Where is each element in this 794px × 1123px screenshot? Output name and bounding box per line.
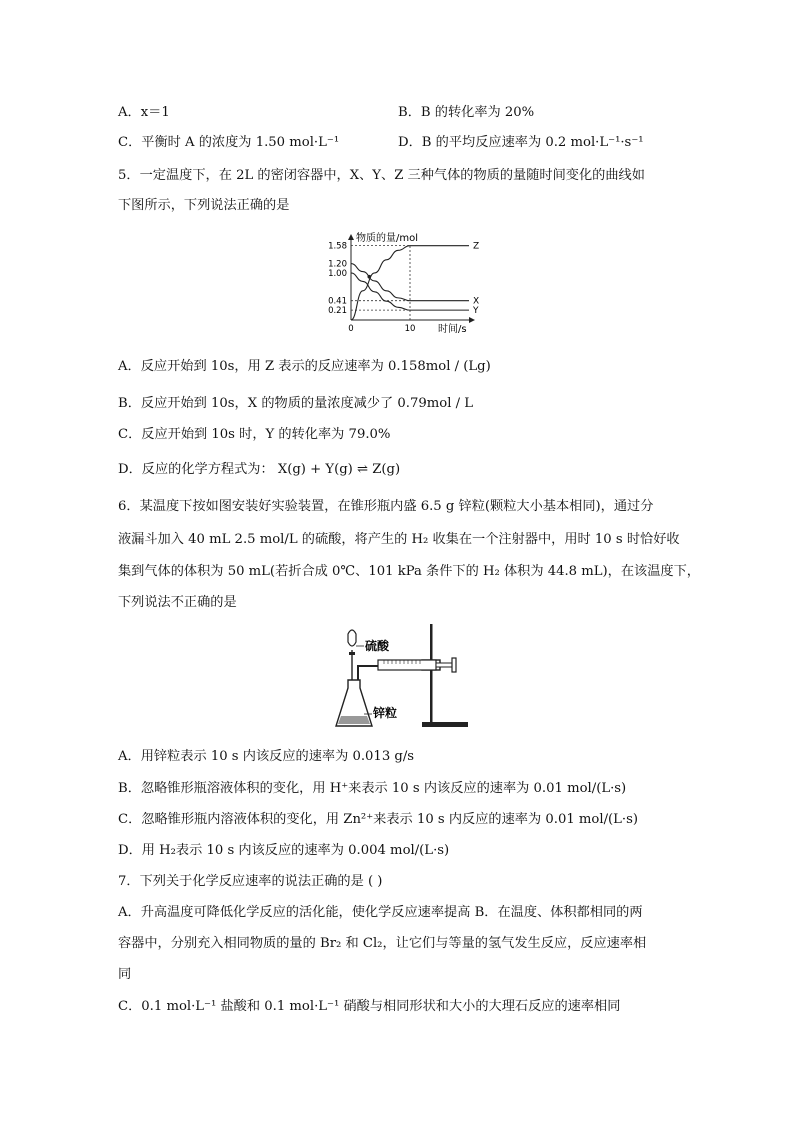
q6-stem-line1: 6．某温度下按如图安装好实验装置，在锥形瓶内盛 6.5 g 锌粒(颗粒大小基本相同)，通过分 bbox=[118, 499, 654, 514]
q5-option-b: B．反应开始到 10s，X 的物质的量浓度减少了 0.79mol / L bbox=[118, 396, 473, 411]
q4-option-a: A．x＝1 bbox=[118, 105, 170, 120]
chart-y-tick-label: 1.58 bbox=[328, 241, 347, 252]
chart-y-tick-label: 0.41 bbox=[328, 296, 347, 307]
q6-option-c: C．忽略锥形瓶内溶液体积的变化，用 Zn²⁺来表示 10 s 内反应的速率为 0.01 mol/(L·s) bbox=[118, 812, 639, 827]
q6-stem-line4: 下列说法不正确的是 bbox=[118, 595, 237, 610]
chart-y-tick-label: 1.20 bbox=[328, 259, 347, 270]
separatory-funnel bbox=[348, 630, 356, 646]
chart-series-labels bbox=[472, 242, 479, 316]
series-label-X: X bbox=[473, 296, 480, 307]
series-label-Y: Y bbox=[473, 306, 479, 317]
q7-option-a-line1: A．升高温度可降低化学反应的活化能，使化学反应速率提高 B．在温度、体积都相同的两 bbox=[118, 905, 643, 920]
stand-base bbox=[422, 722, 468, 727]
q6-stem-line2: 液漏斗加入 40 mL 2.5 mol/L 的硫酸，将产生的 H₂ 收集在一个注射器中，用时 10 s 时恰好收 bbox=[118, 532, 680, 547]
chart-y-arrow bbox=[348, 234, 354, 240]
series-label-Z: Z bbox=[473, 241, 480, 252]
q4-option-d: D．B 的平均反应速率为 0.2 mol·L⁻¹·s⁻¹ bbox=[398, 135, 644, 150]
chart-xlabel: 时间/s bbox=[438, 324, 467, 335]
q4-option-b: B．B 的转化率为 20% bbox=[398, 105, 535, 120]
q5-stem-line1: 5．一定温度下，在 2L 的密闭容器中，X、Y、Z 三种气体的物质的量随时间变化的曲线如 bbox=[118, 168, 645, 183]
q5-option-c: C．反应开始到 10s 时，Y 的转化率为 79.0% bbox=[118, 427, 391, 442]
syringe-handle bbox=[452, 658, 456, 672]
q4-option-c: C．平衡时 A 的浓度为 1.50 mol·L⁻¹ bbox=[118, 135, 340, 150]
chart-xticks bbox=[348, 324, 415, 334]
chart-x-arrow bbox=[469, 317, 475, 323]
chart-guides bbox=[351, 246, 410, 320]
chart-y-tick-label: 0.21 bbox=[328, 306, 347, 317]
q7-stem: 7．下列关于化学反应速率的说法正确的是 ( ) bbox=[118, 874, 383, 889]
q5-chart bbox=[318, 228, 490, 336]
q6-option-a: A．用锌粒表示 10 s 内该反应的速率为 0.013 g/s bbox=[118, 749, 415, 764]
chart-yticks bbox=[328, 242, 347, 316]
q5-option-d: D．反应的化学方程式为： X(g) + Y(g) ⇌ Z(g) bbox=[118, 462, 401, 477]
chart-x-tick-label: 0 bbox=[348, 324, 354, 334]
q7-option-a-line3: 同 bbox=[118, 967, 132, 982]
q6-apparatus-figure bbox=[330, 622, 470, 732]
stand-rod bbox=[430, 624, 433, 723]
q7-option-a-line2: 容器中，分别充入相同物质的量的 Br₂ 和 Cl₂，让它们与等量的氢气发生反应，反应速率相 bbox=[118, 936, 647, 951]
q6-option-b: B．忽略锥形瓶溶液体积的变化，用 H⁺来表示 10 s 内该反应的速率为 0.01 mol/(L·s) bbox=[118, 781, 627, 796]
chart-x-tick-label: 10 bbox=[404, 324, 416, 334]
label-zinc-granules: 锌粒 bbox=[373, 706, 398, 720]
q7-option-c: C．0.1 mol·L⁻¹ 盐酸和 0.1 mol·L⁻¹ 硝酸与相同形状和大小的大理石反应的速率相同 bbox=[118, 999, 621, 1014]
q6-stem-line3: 集到气体的体积为 50 mL(若折合成 0℃、101 kPa 条件下的 H₂ 体积为 44.8 mL)，在该温度下， bbox=[118, 564, 700, 579]
delivery-tube bbox=[358, 666, 378, 682]
chart-ylabel: 物质的量/mol bbox=[356, 233, 419, 244]
zinc-granules bbox=[338, 716, 370, 724]
q5-option-a: A．反应开始到 10s，用 Z 表示的反应速率为 0.158mol / (Lg) bbox=[118, 359, 491, 374]
intersection-point bbox=[367, 275, 371, 279]
chart-y-tick-label: 1.00 bbox=[328, 268, 347, 279]
q6-option-d: D．用 H₂表示 10 s 内该反应的速率为 0.004 mol/(L·s) bbox=[118, 843, 450, 858]
q5-stem-line2: 下图所示，下列说法正确的是 bbox=[118, 198, 290, 213]
syringe-plunger bbox=[436, 663, 452, 667]
label-sulfuric-acid: 硫酸 bbox=[365, 639, 390, 653]
syringe-barrel bbox=[378, 660, 436, 670]
